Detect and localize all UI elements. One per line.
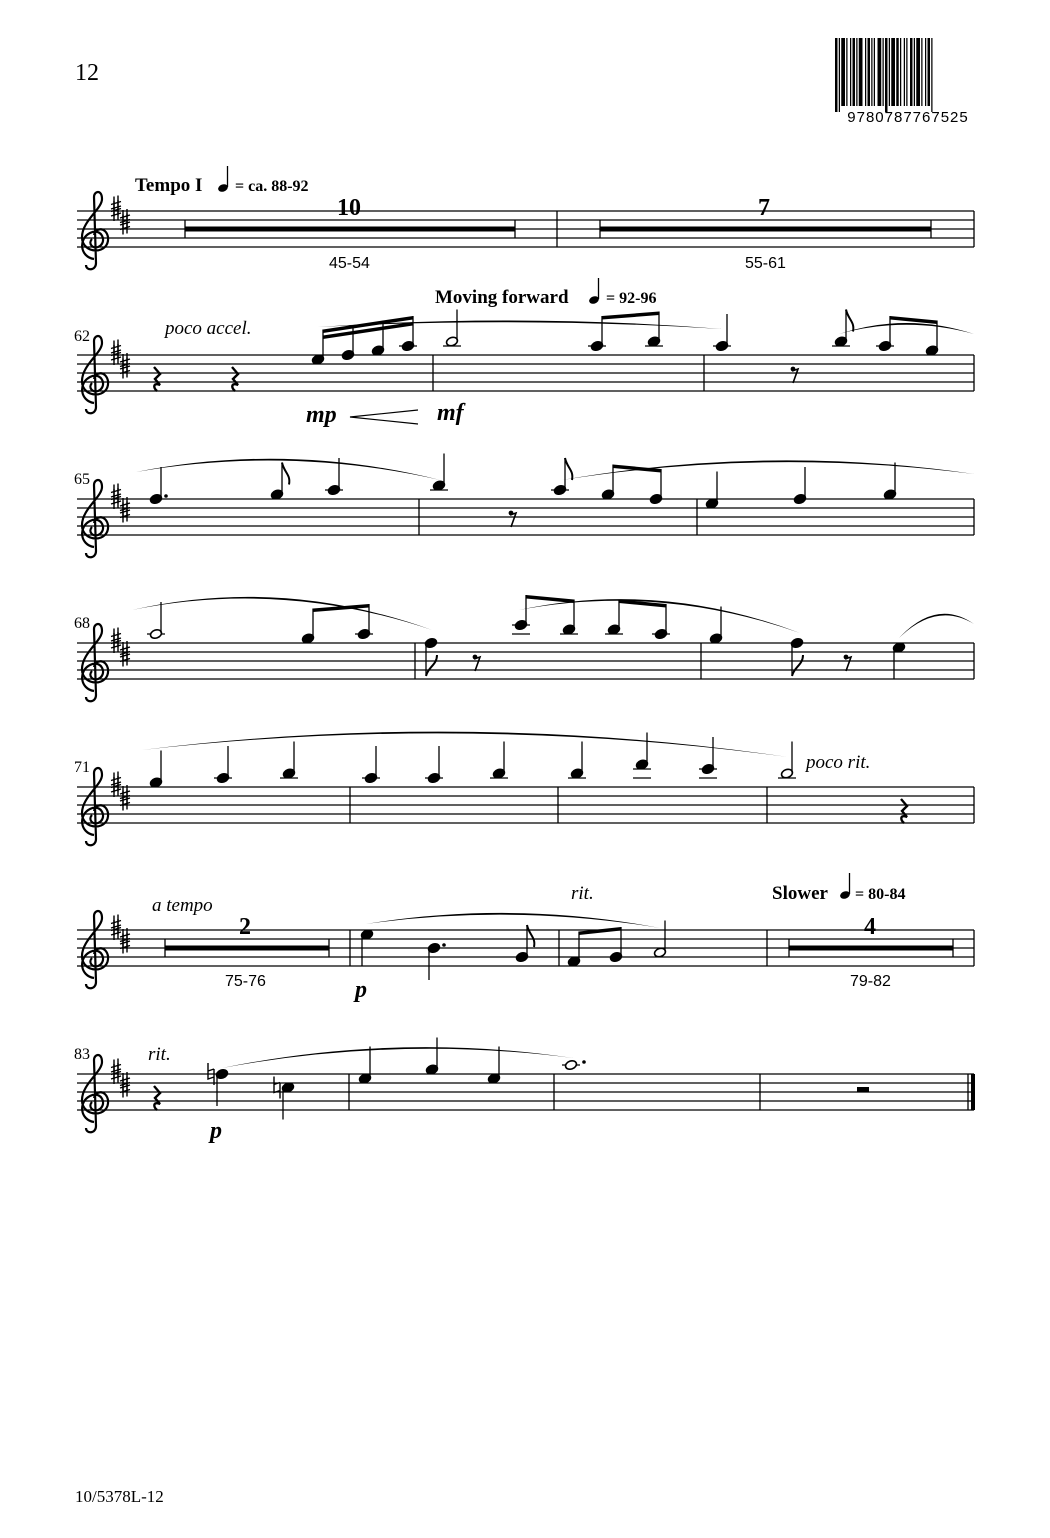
multirest-count: 7	[758, 195, 770, 221]
slur	[899, 614, 974, 638]
beam	[890, 316, 937, 324]
expression-rit: rit.	[148, 1044, 171, 1065]
beam	[526, 595, 574, 603]
beam	[602, 312, 659, 320]
flag	[565, 458, 572, 480]
svg-text:9780787767525: 9780787767525	[847, 109, 969, 124]
measure-number: 68	[74, 615, 90, 632]
multirest-range: 55-61	[745, 255, 786, 272]
multirest-range: 79-82	[850, 973, 891, 990]
slur	[222, 1047, 573, 1068]
footer-code: 10/5378L-12	[75, 1487, 164, 1506]
multirest-range: 45-54	[329, 255, 370, 272]
treble-clef	[82, 192, 108, 269]
quarter-rest	[154, 367, 160, 391]
tempo-label-slower: Slower	[772, 883, 828, 904]
treble-clef	[82, 1055, 108, 1132]
flag	[282, 463, 289, 485]
dynamic-p: p	[355, 977, 367, 1003]
treble-clef	[82, 336, 108, 413]
multirest-bar	[789, 946, 953, 951]
dynamic-mp: mp	[306, 402, 337, 428]
slur	[142, 732, 788, 757]
expression-poco-accel: poco accel.	[165, 318, 252, 339]
expression-a-tempo: a tempo	[152, 895, 213, 916]
tempo-label-moving-forward: Moving forward	[435, 287, 569, 308]
multirest-count: 10	[337, 195, 361, 221]
multirest-count: 4	[864, 914, 876, 940]
half-rest	[857, 1087, 869, 1092]
notehead	[564, 1059, 577, 1070]
measure-number: 71	[74, 759, 90, 776]
multirest-bar	[600, 227, 931, 232]
flag	[792, 655, 803, 676]
multirest-bar	[185, 227, 515, 232]
eighth-rest	[474, 657, 480, 671]
quarter-rest	[901, 799, 907, 823]
eighth-rest	[510, 513, 516, 527]
flag	[527, 925, 534, 947]
flag	[426, 655, 437, 676]
multirest-bar	[165, 946, 329, 951]
tempo-value-slower: = 80-84	[855, 886, 906, 903]
multirest-range: 75-76	[225, 973, 266, 990]
treble-clef	[82, 480, 108, 557]
final-barline	[971, 1074, 975, 1110]
page-number: 12	[75, 60, 99, 86]
expression-poco-rit: poco rit.	[806, 752, 871, 773]
slur	[132, 597, 432, 630]
beam	[313, 604, 369, 612]
eighth-rest	[792, 369, 798, 383]
beam	[579, 927, 621, 935]
treble-clef	[82, 911, 108, 988]
treble-clef	[82, 768, 108, 845]
dynamic-p: p	[210, 1118, 222, 1144]
natural-sign	[274, 1077, 280, 1099]
expression-rit: rit.	[571, 883, 594, 904]
tempo-label-tempo-i: Tempo I	[135, 175, 203, 196]
dynamic-mf: mf	[437, 400, 464, 426]
slur	[562, 460, 974, 480]
dot	[442, 943, 446, 947]
crescendo-hairpin	[350, 410, 418, 424]
measure-number: 83	[74, 1046, 90, 1063]
eighth-rest	[845, 657, 851, 671]
measure-number: 65	[74, 471, 90, 488]
tempo-value-tempo-i: = ca. 88-92	[235, 178, 309, 195]
quarter-rest	[232, 367, 238, 391]
quarter-rest	[154, 1086, 160, 1110]
slur	[839, 323, 974, 334]
tempo-value-moving-forward: = 92-96	[606, 290, 657, 307]
measure-number: 62	[74, 328, 90, 345]
multirest-count: 2	[239, 914, 251, 940]
dot	[582, 1060, 586, 1064]
slur	[366, 913, 660, 928]
dot	[164, 494, 168, 498]
treble-clef	[82, 624, 108, 701]
flag	[846, 310, 853, 332]
